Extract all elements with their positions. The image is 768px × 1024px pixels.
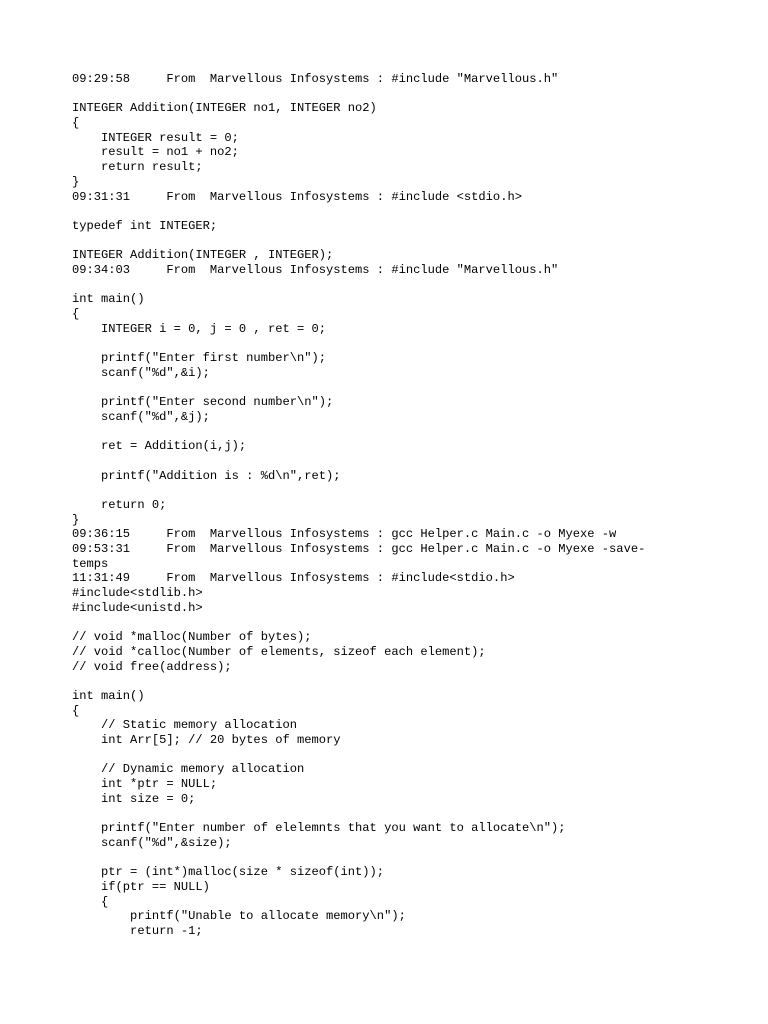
text-line: scanf("%d",&i); (72, 365, 210, 380)
text-line: 09:53:31 From Marvellous Infosystems : gcc Helper.c Main.c -o Myexe -save- (72, 542, 646, 556)
text-line: scanf("%d",&j); (72, 409, 210, 424)
text-line (72, 234, 702, 249)
text-line: } (72, 512, 80, 527)
text-line: return 0; (72, 497, 167, 512)
text-line: printf("Enter number of elelemnts that you want to allocate\n"); (72, 821, 566, 836)
text-line (72, 278, 702, 293)
text-line (72, 615, 702, 630)
text-line: return -1; (72, 923, 203, 938)
text-line: // void free(address); (72, 659, 232, 674)
text-line: scanf("%d",&size); (72, 835, 232, 850)
text-line: 09:36:15 From Marvellous Infosystems : gcc Helper.c Main.c -o Myexe -w (72, 527, 617, 542)
text-line: printf("Addition is : %d\n",ret); (72, 468, 341, 483)
text-line: #include<unistd.h> (72, 600, 203, 615)
text-line: typedef int INTEGER; (72, 218, 218, 233)
text-line: int *ptr = NULL; (72, 777, 218, 791)
text-line (72, 454, 702, 469)
text-line: printf("Unable to allocate memory\n"); (72, 909, 406, 924)
text-line: result = no1 + no2; (72, 145, 239, 160)
text-line (72, 806, 702, 821)
text-line: // void *malloc(Number of bytes); (72, 630, 312, 645)
text-line: // Dynamic memory allocation (72, 762, 305, 777)
text-line: int main() (72, 688, 145, 703)
text-line: // void *calloc(Number of elements, sizeof each element); (72, 644, 486, 659)
text-line: } (72, 174, 80, 189)
text-line (72, 336, 702, 351)
text-line: { (72, 894, 109, 909)
text-line: temps (72, 556, 109, 571)
text-line: printf("Enter first number\n"); (72, 351, 327, 366)
text-line: 11:31:49 From Marvellous Infosystems : #include<stdio.h> (72, 571, 515, 586)
text-line: int size = 0; (72, 791, 196, 806)
text-line (72, 380, 702, 395)
text-line: #include<stdlib.h> (72, 586, 203, 601)
text-line: int Arr[5]; // 20 bytes of memory (72, 732, 341, 747)
text-line: { (72, 116, 80, 131)
text-line: INTEGER result = 0; (72, 130, 239, 145)
text-line (72, 87, 702, 102)
text-line: INTEGER Addition(INTEGER , INTEGER); (72, 248, 334, 263)
text-line: ret = Addition(i,j); (72, 439, 247, 454)
text-line: // Static memory allocation (72, 718, 297, 733)
chat-log-text (72, 72, 702, 939)
text-line (72, 204, 702, 219)
text-line (72, 850, 702, 865)
text-line (72, 748, 702, 763)
text-line (72, 674, 702, 689)
text-line (72, 483, 702, 498)
text-line: if(ptr == NULL) (72, 879, 210, 894)
text-line: 09:34:03 From Marvellous Infosystems : #include "Marvellous.h" (72, 262, 559, 277)
text-line: { (72, 307, 80, 321)
text-line: INTEGER Addition(INTEGER no1, INTEGER no2) (72, 101, 377, 116)
text-line: { (72, 703, 80, 718)
text-line: ptr = (int*)malloc(size * sizeof(int)); (72, 865, 385, 880)
text-line: printf("Enter second number\n"); (72, 395, 334, 410)
text-line: 09:29:58 From Marvellous Infosystems : #include "Marvellous.h" (72, 72, 559, 86)
text-line: INTEGER i = 0, j = 0 , ret = 0; (72, 321, 327, 336)
text-line (72, 425, 702, 440)
text-line: int main() (72, 292, 145, 307)
text-line: 09:31:31 From Marvellous Infosystems : #include <stdio.h> (72, 189, 522, 204)
text-line: return result; (72, 160, 203, 175)
